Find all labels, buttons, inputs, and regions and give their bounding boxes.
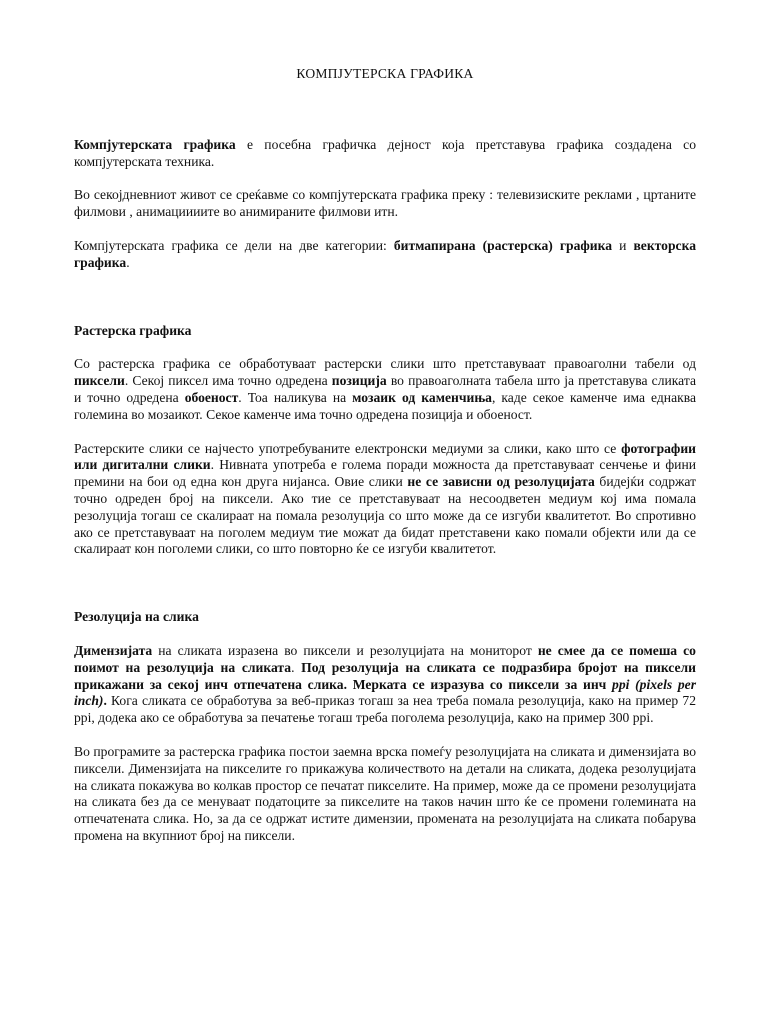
paragraph-text: Компјутерската графика се дели на две категории: bbox=[74, 237, 394, 253]
bold-term: обоеност bbox=[184, 389, 239, 405]
bold-term: Компјутерската графика bbox=[74, 136, 236, 152]
bold-term: битмапирана (растерска) графика bbox=[393, 237, 613, 253]
bold-term: пиксели bbox=[74, 373, 125, 389]
paragraph-text: . bbox=[291, 659, 302, 675]
paragraph-text: . Тоа наликува на bbox=[238, 389, 353, 405]
document-page bbox=[74, 66, 696, 845]
intro-paragraph-2 bbox=[74, 187, 696, 221]
raster-paragraph-1 bbox=[74, 356, 696, 423]
section-heading-raster: Растерска графика bbox=[74, 322, 192, 338]
paragraph-text: . Нивната употреба е голема поради можноста да претставуваат сенчење и фини премини на бои од една кон друга нијанса. Овие слики bbox=[74, 457, 696, 490]
resolution-paragraph-2 bbox=[74, 744, 696, 845]
bold-term: . bbox=[103, 693, 107, 709]
section-heading-resolution: Резолуција на слика bbox=[74, 609, 199, 625]
paragraph-text: , каде секое каменче има еднаква големина во мозаикот. Секое каменче има точно одредена позиција и обоеност. bbox=[74, 389, 696, 422]
intro-paragraph-1 bbox=[74, 137, 696, 171]
bold-term: Под резолуција на сликата се подразбира бројот на пиксели прикажани за секој инч отпечатена слика. Мерката се изразува со пиксели за инч bbox=[74, 659, 696, 692]
raster-paragraph-2 bbox=[74, 441, 696, 559]
bold-term: позиција bbox=[331, 373, 387, 389]
paragraph-text: е посебна графичка дејност која претставува графика создадена со компјутерската техника. bbox=[74, 136, 696, 169]
paragraph-text: Во секојдневниот живот се среќавме со компјутерската графика преку : телевизиските реклами , цртаните филмови , анимациииите во анимираните филмови итн. bbox=[74, 187, 696, 220]
bold-term: мозаик од каменчиња bbox=[352, 389, 492, 405]
paragraph-text: и bbox=[612, 237, 634, 253]
paragraph-text: бидејќи содржат точно одреден број на пиксели. Ако тие се претставуваат на несоодветен медиум кој има помала резолуција тогаш се скалираат на помала резолуција со што може да се изгуби квалитетот. Во спротивно ако се претставуваат на поголем медиум тие можат да бидат претставени како помали објекти или да се скалираат кон поголеми слики, со што повторно ќе се изгуби квалитетот. bbox=[74, 474, 697, 557]
paragraph-text: . bbox=[126, 254, 130, 270]
intro-paragraph-3 bbox=[74, 238, 696, 272]
paragraph-text: Растерските слики се најчесто употребуваните електронски медиуми за слики, како што се bbox=[74, 440, 622, 456]
paragraph-text: во правоаголната табела што ја претставува сликата и точно одредена bbox=[74, 373, 696, 405]
bold-term: фотографии или дигитални слики bbox=[74, 440, 696, 473]
paragraph-text: Во програмите за растерска графика постои заемна врска помеѓу резолуцијата на сликата и димензијата во пиксели. Димензијата на пикселите го прикажува количеството на детали на сликата, додека резолуцијата на сликата покажува во колкав простор се печатат пикселите. На пример, може да се промени резолуцијата на сликата без да се менуваат податоците за пикселите на таков начин што ќе се промени големината на отпечатената слика. Но, за да се одржат истите димензии, промената на резолуцијата на сликата побарува промена на вкупниот број на пиксели. bbox=[74, 743, 696, 843]
document-title: КОМПЈУТЕРСКА ГРАФИКА bbox=[296, 66, 474, 81]
paragraph-text: на сликата изразена во пиксели и резолуцијата на мониторот bbox=[152, 642, 538, 658]
bold-italic-term: ppi (pixels per inch) bbox=[74, 676, 696, 709]
paragraph-text: . Секој пиксел има точно одредена bbox=[124, 373, 332, 389]
bold-term: Димензијата bbox=[74, 642, 153, 658]
bold-term: не смее да се помеша со поимот на резолуција на сликата bbox=[74, 642, 696, 675]
bold-term: векторска графика bbox=[74, 237, 696, 270]
paragraph-text: Со растерска графика се обработуваат растерски слики што претставуваат правоаголни табели од bbox=[74, 356, 696, 372]
bold-term: не се зависни од резолуцијата bbox=[407, 474, 595, 490]
resolution-paragraph-1 bbox=[74, 643, 696, 727]
paragraph-text: Кога сликата се обработува за веб-приказ тогаш за неа треба помала резолуција, како на пример 72 ppi, додека ако се обработува за печатење тогаш треба поголема резолуција, како на пример 300 ppi. bbox=[74, 693, 696, 726]
